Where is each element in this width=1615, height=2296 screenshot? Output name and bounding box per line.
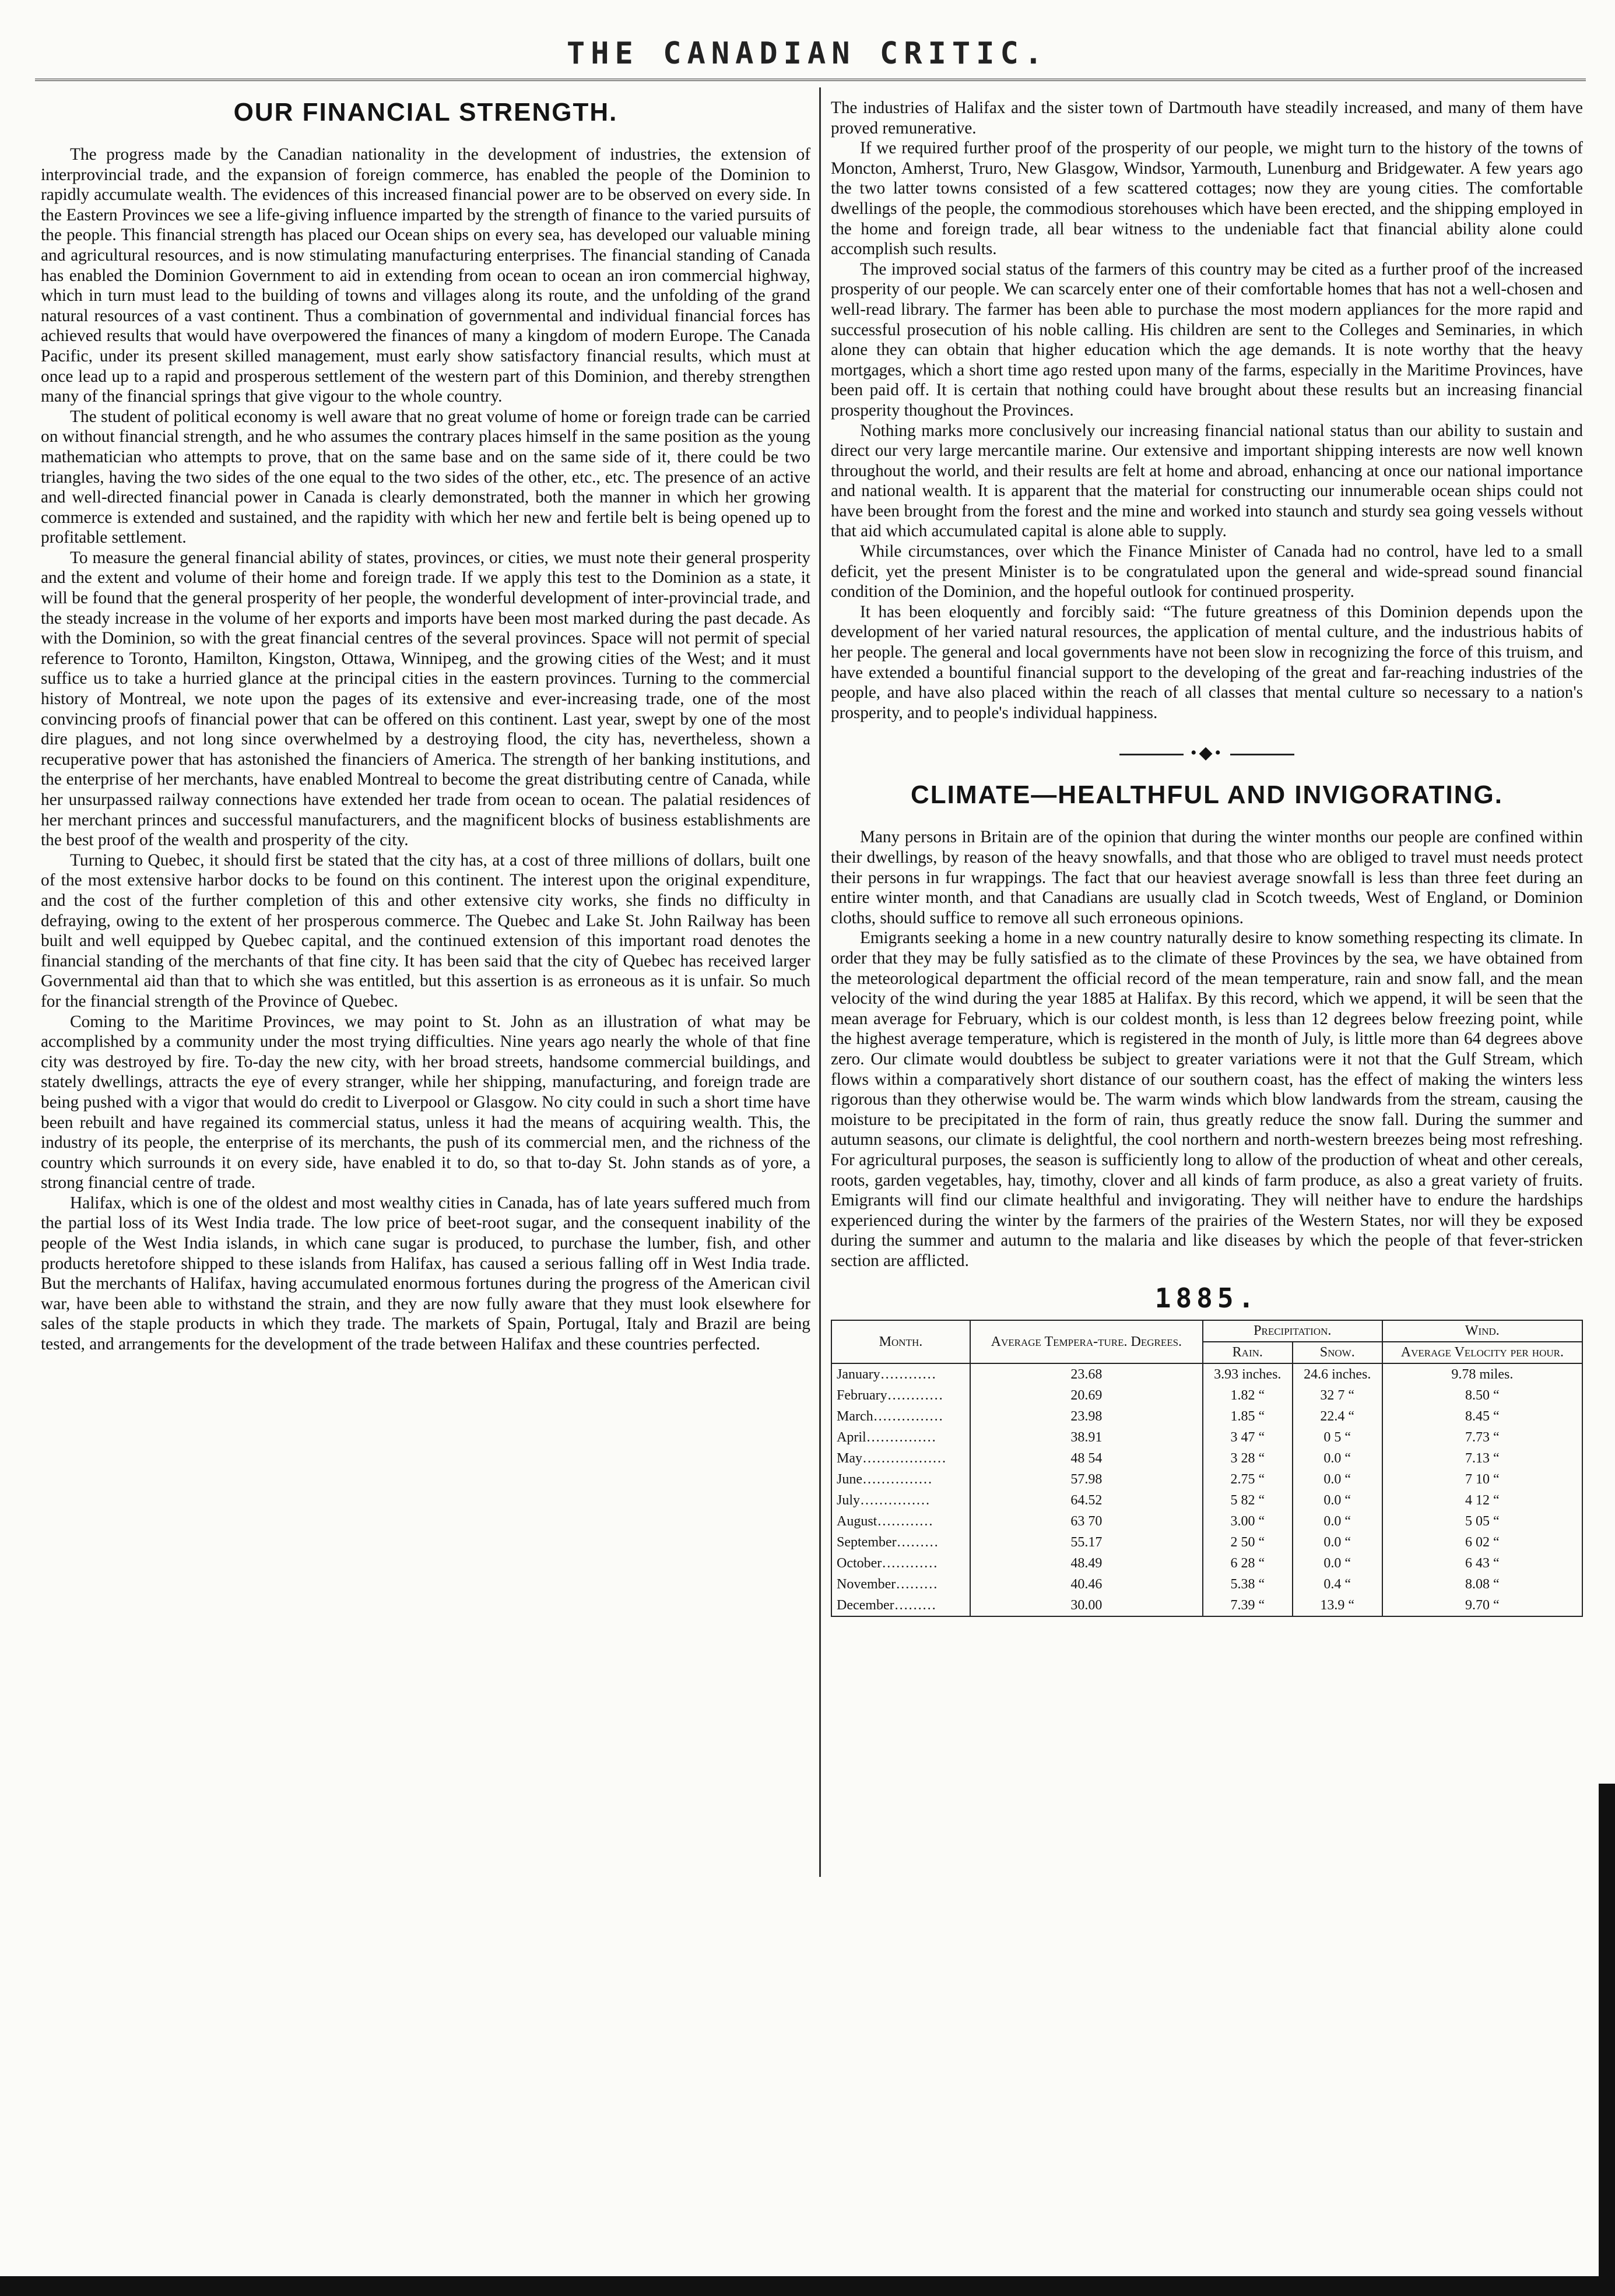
paragraph: Halifax, which is one of the oldest and most wealthy cities in Canada, has of late years suffered much from the partial loss of its West India trade. The low price of beet-root sugar, and the consequent inability of the people of the West India islands, in which cane sugar is produced, to purchase the lumber, fish, and other products heretofore shipped to these islands from Halifax, has caused a serious falling off in West India trade. But the merchants of Halifax, having accumulated enormous fortunes during the progress of the American civil war, have been able to withstand the strain, and they are now fully aware that they must look elsewhere for sales of the staple products in which they trade. The markets of Spain, Portugal, Italy and Brazil are being tested, and arrangements for the development of the trade between Halifax and these countries perfected. bbox=[41, 1193, 810, 1354]
snow-cell: 22.4 “ bbox=[1293, 1406, 1382, 1427]
snow-cell: 13.9 “ bbox=[1293, 1595, 1382, 1616]
article-title-financial-strength: OUR FINANCIAL STRENGTH. bbox=[233, 98, 618, 126]
month-cell: March…………… bbox=[831, 1406, 970, 1427]
table-year: 1885. bbox=[1154, 1282, 1259, 1314]
table-row bbox=[831, 1574, 1582, 1595]
temperature-cell: 20.69 bbox=[970, 1385, 1203, 1406]
temperature-cell: 23.98 bbox=[970, 1406, 1203, 1427]
rain-cell: 3 47 “ bbox=[1203, 1427, 1293, 1448]
wind-cell: 8.08 “ bbox=[1382, 1574, 1582, 1595]
rain-cell: 1.82 “ bbox=[1203, 1385, 1293, 1406]
article-title-climate: CLIMATE—HEALTHFUL AND INVIGORATING. bbox=[911, 780, 1503, 810]
wind-cell: 6 02 “ bbox=[1382, 1532, 1582, 1553]
table-row bbox=[831, 1595, 1582, 1616]
month-cell: August………… bbox=[831, 1511, 970, 1532]
wind-cell: 9.78 miles. bbox=[1382, 1363, 1582, 1385]
table-row bbox=[831, 1553, 1582, 1574]
paragraph: Many persons in Britain are of the opinion that during the winter months our people are confined within their dwellings, by reason of the heavy snowfalls, and that those who are obliged to travel must needs protect their persons in fur wrappings. The fact that our heaviest average snowfall is less than three feet during an entire winter month, and that Canadians are usually clad in Scotch tweeds, West of England, or Dominion cloths, should suffice to remove all such erroneous opinions. bbox=[831, 828, 1583, 927]
snow-cell: 24.6 inches. bbox=[1293, 1363, 1382, 1385]
ornament-line bbox=[1230, 754, 1294, 755]
month-cell: July…………… bbox=[831, 1490, 970, 1511]
wind-cell: 7.73 “ bbox=[1382, 1427, 1582, 1448]
header-wind: Wind. bbox=[1382, 1320, 1582, 1342]
temperature-cell: 64.52 bbox=[970, 1490, 1203, 1511]
wind-cell: 8.50 “ bbox=[1382, 1385, 1582, 1406]
temperature-cell: 38.91 bbox=[970, 1427, 1203, 1448]
header-wind-velocity: Average Velocity per hour. bbox=[1382, 1342, 1582, 1363]
table-row bbox=[831, 1406, 1582, 1427]
temperature-cell: 48.49 bbox=[970, 1553, 1203, 1574]
paragraph: It has been eloquently and forcibly said: “The future greatness of this Dominion depends upon the development of her varied natural resources, the application of mental culture, and the industrious habits of her people. The general and local governments have not been slow in recognizing the force of this truism, and have extended a bountiful financial support to the developing of the great and far-reaching industries of the people, and have also placed within the reach of all classes that mental culture so necessary to a nation's prosperity, and to people's individual happiness. bbox=[831, 602, 1583, 722]
month-cell: June…………… bbox=[831, 1469, 970, 1490]
table-row bbox=[831, 1427, 1582, 1448]
paragraph: The improved social status of the farmers of this country may be cited as a further proof of the increased prosperity of our people. We can scarcely enter one of their comfortable homes that has not a well-chosen and well-read library. The farmer has been able to purchase the most modern appliances for the more rapid and successful prosecution of his noble calling. His children are sent to the Colleges and Seminaries, in which alone they can obtain that higher education which the age demands. It is note worthy that the heavy mortgages, which a short time ago rested upon many of the farms, especially in the Maritime Provinces, have been paid off. It is certain that nothing could have brought about these results but an increasing financial prosperity thoughout the Provinces. bbox=[831, 259, 1583, 420]
table-row bbox=[831, 1490, 1582, 1511]
rain-cell: 7.39 “ bbox=[1203, 1595, 1293, 1616]
table-row bbox=[831, 1532, 1582, 1553]
month-cell: October………… bbox=[831, 1553, 970, 1574]
header-precipitation: Precipitation. bbox=[1203, 1320, 1382, 1342]
rain-cell: 5 82 “ bbox=[1203, 1490, 1293, 1511]
wind-cell: 6 43 “ bbox=[1382, 1553, 1582, 1574]
month-cell: February………… bbox=[831, 1385, 970, 1406]
temperature-cell: 30.00 bbox=[970, 1595, 1203, 1616]
temperature-cell: 55.17 bbox=[970, 1532, 1203, 1553]
paragraph: Nothing marks more conclusively our increasing financial national status than our ability to sustain and direct our very large mercantile marine. Our extensive and important shipping interests are now well known throughout the world, and their results are felt at home and abroad, enhancing at once our national importance and national wealth. It is apparent that the material for constructing our innumerable ocean ships could not have been brought from the forest and the mine and worked into staunch and sturdy sea going vessels without that aid which accumulated capital is alone able to supply. bbox=[831, 421, 1583, 541]
paragraph: While circumstances, over which the Finance Minister of Canada had no control, have led to a small deficit, yet the present Minister is to be congratulated upon the general and wide-spread sound financial condition of the Dominion, and the hopeful outlook for continued prosperity. bbox=[831, 542, 1583, 602]
paragraph: The industries of Halifax and the sister town of Dartmouth have steadily increased, and many of them have proved remunerative. bbox=[831, 99, 1583, 138]
section-ornament bbox=[831, 743, 1583, 763]
month-cell: November……… bbox=[831, 1574, 970, 1595]
paragraph: To measure the general financial ability of states, provinces, or cities, we must note their general prosperity and the extent and volume of their home and foreign trade. If we apply this test to the Dominion as a state, it will be found that the general prosperity of her people, the wonderful development of inter-provincial trade, and the steady increase in the volume of her exports and imports have been most marked during the past decade. As with the Dominion, so with the great financial centres of the several provinces. Space will not permit of special reference to Toronto, Hamilton, Kingston, Ottawa, Winnipeg, and the growing cities of the West; and it must suffice us to take a hurried glance at the principal cities in the eastern provinces. Turning to the commercial history of Montreal, we note upon the pages of its extensive and ever-increasing trade, one of the most convincing proofs of financial power that can be offered on this continent. Last year, swept by one of the most dire plagues, and not long since overwhelmed by a destroying flood, the city has, nevertheless, shown a recuperative power that has astonished the financiers of America. The strength of her banking institutions, and the enterprise of her merchants, have enabled Montreal to become the great distributing centre of Canada, while her unsurpassed railway connections have extended her trade from ocean to ocean. The palatial residences of her merchant princes and successful manufacturers, and the magnificent blocks of business establishments are the best proof of the wealth and prosperity of the city. bbox=[41, 548, 810, 850]
snow-cell: 0.0 “ bbox=[1293, 1553, 1382, 1574]
rain-cell: 3 28 “ bbox=[1203, 1448, 1293, 1469]
rain-cell: 3.00 “ bbox=[1203, 1511, 1293, 1532]
column-divider bbox=[819, 87, 821, 1877]
wind-cell: 7 10 “ bbox=[1382, 1469, 1582, 1490]
rain-cell: 2.75 “ bbox=[1203, 1469, 1293, 1490]
temperature-cell: 57.98 bbox=[970, 1469, 1203, 1490]
temperature-cell: 23.68 bbox=[970, 1363, 1203, 1385]
masthead: THE CANADIAN CRITIC. bbox=[566, 36, 1049, 71]
wind-cell: 7.13 “ bbox=[1382, 1448, 1582, 1469]
temperature-cell: 48 54 bbox=[970, 1448, 1203, 1469]
wind-cell: 8.45 “ bbox=[1382, 1406, 1582, 1427]
table-row bbox=[831, 1363, 1582, 1385]
month-cell: December……… bbox=[831, 1595, 970, 1616]
table-row bbox=[831, 1469, 1582, 1490]
temperature-cell: 63 70 bbox=[970, 1511, 1203, 1532]
snow-cell: 0 5 “ bbox=[1293, 1427, 1382, 1448]
paragraph: Turning to Quebec, it should first be stated that the city has, at a cost of three millions of dollars, built one of the most extensive harbor docks to be found on this continent. The interest upon the original expenditure, and the cost of the further completion of this and other extensive city works, she finds no difficulty in defraying, owing to the extent of her prosperous commerce. The Quebec and Lake St. John Railway has been built and well equipped by Quebec capital, and the continued extension of this important road denotes the financial standing of the merchants of that fine city. It has been said that the city of Quebec has received larger Governmental aid than that to which she was entitled, but this assertion is as erroneous as it is unfair. So much for the financial strength of the Province of Quebec. bbox=[41, 850, 810, 1011]
rain-cell: 1.85 “ bbox=[1203, 1406, 1293, 1427]
climate-table bbox=[831, 1320, 1583, 1617]
rain-cell: 3.93 inches. bbox=[1203, 1363, 1293, 1385]
wind-cell: 5 05 “ bbox=[1382, 1511, 1582, 1532]
table-row bbox=[831, 1385, 1582, 1406]
header-temperature: Average Tempera-ture. Degrees. bbox=[970, 1320, 1203, 1363]
month-cell: January………… bbox=[831, 1363, 970, 1385]
paragraph: The progress made by the Canadian nationality in the development of industries, the extension of interprovincial trade, and the expansion of foreign commerce, has enabled the people of the Dominion to rapidly accumulate wealth. The evidences of this increased financial power are to be observed on every side. In the Eastern Provinces we see a life-giving influence imparted by the strength of finance to the varied pursuits of the people. This financial strength has placed our Ocean ships on every sea, has developed our valuable mining and agricultural resources, and is now stimulating manufacturing enterprises. The financial standing of Canada has enabled the Dominion Government to aid in extending from ocean to ocean an iron commercial highway, which in turn must lead to the building of towns and villages along its route, and the unfolding of the grand natural resources of a vast continent. Thus a combination of governmental and individual financial forces has achieved results that would have overpowered the finances of many a kingdom of modern Europe. The Canada Pacific, under its present skilled management, must early show satisfactory financial results, which must at once lead up to a rapid and prosperous settlement of the western part of this Dominion, and thereby strengthen many of the financial springs that give vigour to the whole country. bbox=[41, 145, 810, 406]
left-column bbox=[41, 98, 810, 1355]
scan-bottom-bar bbox=[0, 2276, 1615, 2296]
table-row bbox=[831, 1511, 1582, 1532]
snow-cell: 32 7 “ bbox=[1293, 1385, 1382, 1406]
ornament-glyph: •◆• bbox=[1190, 743, 1224, 763]
right-column bbox=[831, 98, 1583, 1617]
snow-cell: 0.0 “ bbox=[1293, 1448, 1382, 1469]
rain-cell: 6 28 “ bbox=[1203, 1553, 1293, 1574]
month-cell: April…………… bbox=[831, 1427, 970, 1448]
temperature-cell: 40.46 bbox=[970, 1574, 1203, 1595]
ornament-line bbox=[1119, 754, 1184, 755]
wind-cell: 4 12 “ bbox=[1382, 1490, 1582, 1511]
snow-cell: 0.0 “ bbox=[1293, 1469, 1382, 1490]
paragraph: If we required further proof of the prosperity of our people, we might turn to the history of the towns of Moncton, Amherst, Truro, New Glasgow, Windsor, Yarmouth, Lunenburg and Bridgewater. A few years ago the two latter towns consisted of a few scattered cottages; now they are young cities. The comfortable dwellings of the people, the commodious storehouses which have been erected, and the shipping employed in the home and foreign trade, all bear witness to the undeniable fact that financial ability alone could accomplish such results. bbox=[831, 139, 1583, 259]
climate-table-body bbox=[831, 1363, 1582, 1616]
masthead-rule bbox=[35, 79, 1586, 81]
month-cell: May……………… bbox=[831, 1448, 970, 1469]
snow-cell: 0.0 “ bbox=[1293, 1511, 1382, 1532]
scan-edge-bar bbox=[1599, 1784, 1615, 2279]
header-rain: Rain. bbox=[1203, 1342, 1293, 1363]
header-snow: Snow. bbox=[1293, 1342, 1382, 1363]
snow-cell: 0.4 “ bbox=[1293, 1574, 1382, 1595]
table-row bbox=[831, 1448, 1582, 1469]
wind-cell: 9.70 “ bbox=[1382, 1595, 1582, 1616]
month-cell: September……… bbox=[831, 1532, 970, 1553]
snow-cell: 0.0 “ bbox=[1293, 1490, 1382, 1511]
paragraph: Coming to the Maritime Provinces, we may point to St. John as an illustration of what may be accomplished by a community under the most trying difficulties. Nine years ago nearly the whole of that fine city was destroyed by fire. To-day the new city, with her broad streets, handsome commercial buildings, and stately dwellings, attracts the eye of every stranger, while her shipping, manufacturing, and foreign trade are being pushed with a vigor that would do credit to Liverpool or Glasgow. No city could in such a short time have been rebuilt and have regained its commercial status, unless it had the means of acquiring wealth. This, the industry of its people, the enterprise of its merchants, the push of its commercial men, and the richness of the country which surrounds it on every side, have enabled it to do, so that to-day St. John stands as of yore, a strong financial centre of trade. bbox=[41, 1012, 810, 1193]
paragraph: The student of political economy is well aware that no great volume of home or foreign trade can be carried on without financial strength, and he who assumes the contrary places himself in the same position as the young mathematician who attempts to prove, that on the same base and on the same side of it, there could be two triangles, having the two sides of the one equal to the two sides of the other, etc., etc. The presence of an active and well-directed financial power in Canada is clearly demonstrated, both the manner in which her growing commerce is extended and sustained, and the rapidity with which her new and fertile belt is being opened up to profitable settlement. bbox=[41, 407, 810, 547]
header-month: Month. bbox=[831, 1320, 970, 1363]
rain-cell: 5.38 “ bbox=[1203, 1574, 1293, 1595]
snow-cell: 0.0 “ bbox=[1293, 1532, 1382, 1553]
rain-cell: 2 50 “ bbox=[1203, 1532, 1293, 1553]
paragraph: Emigrants seeking a home in a new country naturally desire to know something respecting its climate. In order that they may be fully satisfied as to the climate of these Provinces by the sea, we have obtained from the meteorological department the official record of the mean temperature, rain and snow fall, and the mean velocity of the wind during the year 1885 at Halifax. By this record, which we append, it will be seen that the mean average for February, which is our coldest month, is less than 12 degrees below freezing point, while the highest average temperature, which is registered in the month of July, is little more than 64 degrees above zero. Our climate would doubtless be subject to greater variations were it not that the Gulf Stream, which flows within a comparatively short distance of our southern coast, has the effect of making the winters less rigorous than they otherwise would be. The warm winds which blow landwards from the stream, causing the moisture to be precipitated in the form of rain, thus greatly reduce the snow fall. During the summer and autumn seasons, our climate is delightful, the cool northern and north-western breezes being most refreshing. For agricultural purposes, the season is sufficiently long to allow of the production of wheat and other cereals, roots, garden vegetables, hay, timothy, clover and all kinds of farm produce, as also a great variety of fruits. Emigrants will find our climate healthful and invigorating. They will neither have to endure the hardships experienced during the winter by the farmers of the prairies of the Western States, nor will they be exposed during the summer and autumn to the malaria and like diseases by which the people of that fever-stricken section are afflicted. bbox=[831, 929, 1583, 1270]
